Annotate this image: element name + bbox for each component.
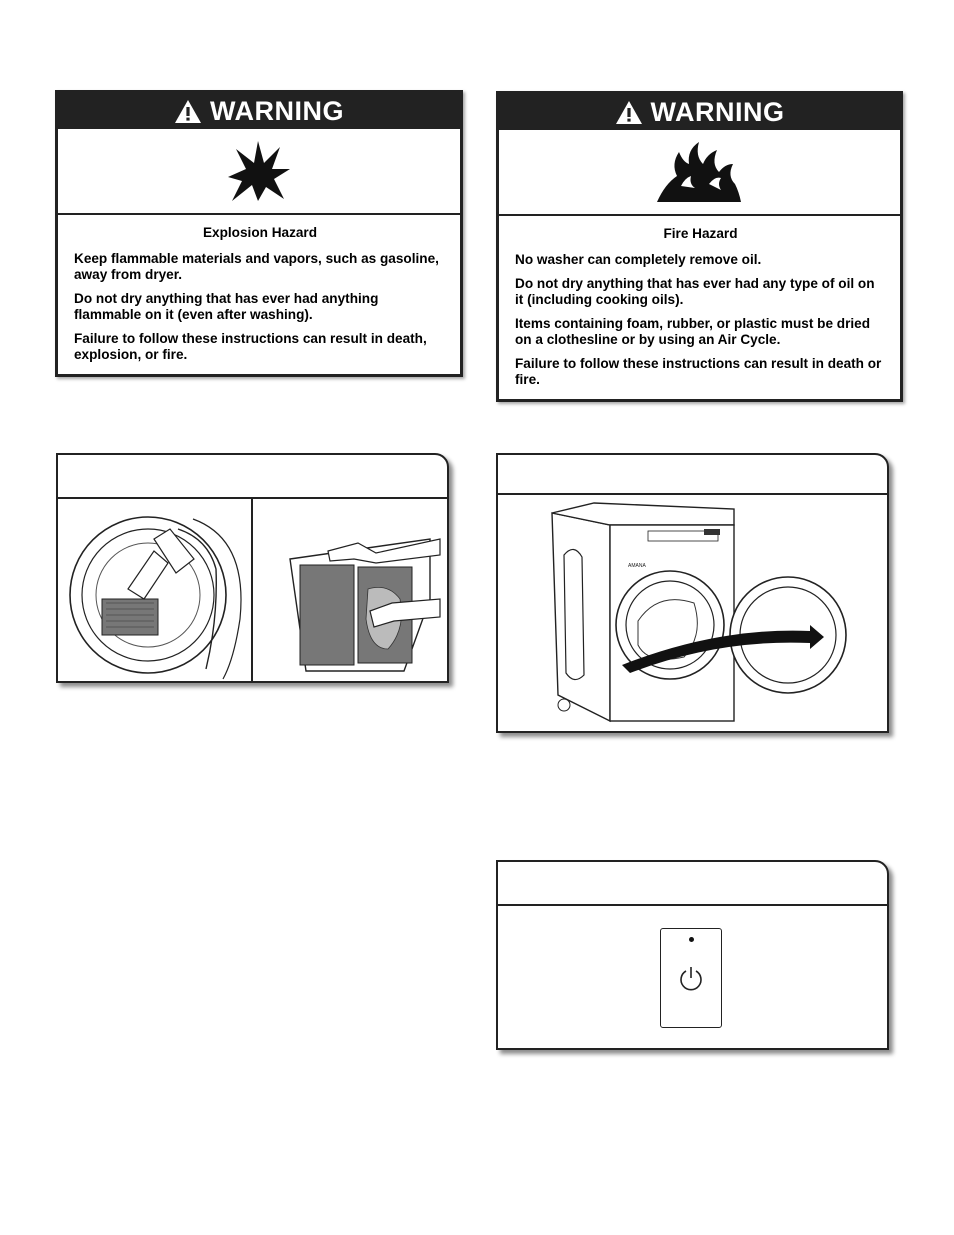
figure-tab bbox=[58, 455, 447, 499]
warning-paragraph: Do not dry anything that has ever had anything flammable on it (even after washing). bbox=[74, 291, 379, 322]
warning-paragraph: Failure to follow these instructions can result in death or fire. bbox=[515, 356, 882, 387]
explosion-icon-row bbox=[58, 129, 460, 215]
warning-paragraph: Items containing foam, rubber, or plastic must be dried on a clothesline or by using an Air Cycle. bbox=[515, 316, 871, 347]
figure-tab bbox=[498, 455, 887, 495]
brand-text: AMANA bbox=[628, 563, 646, 569]
fire-icon-row bbox=[499, 130, 900, 216]
fire-icon bbox=[655, 140, 745, 204]
load-dryer-figure bbox=[496, 453, 889, 733]
power-icon bbox=[678, 965, 704, 993]
warning-header-text: WARNING bbox=[210, 95, 344, 126]
hazard-title: Explosion Hazard bbox=[202, 225, 318, 240]
lint-screen-figure bbox=[56, 453, 449, 683]
explosion-icon bbox=[224, 139, 294, 203]
warning-header bbox=[499, 94, 900, 130]
warning-paragraph: No washer can completely remove oil. bbox=[515, 252, 762, 267]
warning-header bbox=[58, 93, 460, 129]
power-button-figure bbox=[496, 860, 889, 1050]
power-button-illustration bbox=[498, 906, 887, 1048]
lint-screen-illustration-icon bbox=[58, 499, 447, 681]
warning-header-text: WARNING bbox=[650, 96, 785, 127]
warning-paragraph: Do not dry anything that has ever had any type of oil on it (including cooking oils). bbox=[515, 276, 875, 307]
dryer-loading-illustration bbox=[498, 495, 887, 731]
dryer-loading-illustration-icon bbox=[498, 495, 887, 731]
warning-body bbox=[499, 216, 900, 398]
warning-triangle-icon bbox=[615, 100, 643, 125]
warning-fire-box bbox=[496, 91, 903, 402]
warning-explosion-box bbox=[55, 90, 463, 377]
lint-screen-illustration bbox=[58, 499, 447, 681]
warning-body bbox=[58, 215, 460, 373]
power-button-panel[interactable] bbox=[660, 928, 722, 1028]
warning-paragraph: Keep flammable materials and vapors, such as gasoline, away from dryer. bbox=[74, 251, 439, 282]
warning-paragraph: Failure to follow these instructions can result in death, explosion, or fire. bbox=[74, 331, 427, 362]
warning-triangle-icon bbox=[174, 99, 202, 124]
figure-tab bbox=[498, 862, 887, 906]
power-indicator-led bbox=[689, 937, 694, 942]
hazard-title: Fire Hazard bbox=[663, 226, 738, 241]
